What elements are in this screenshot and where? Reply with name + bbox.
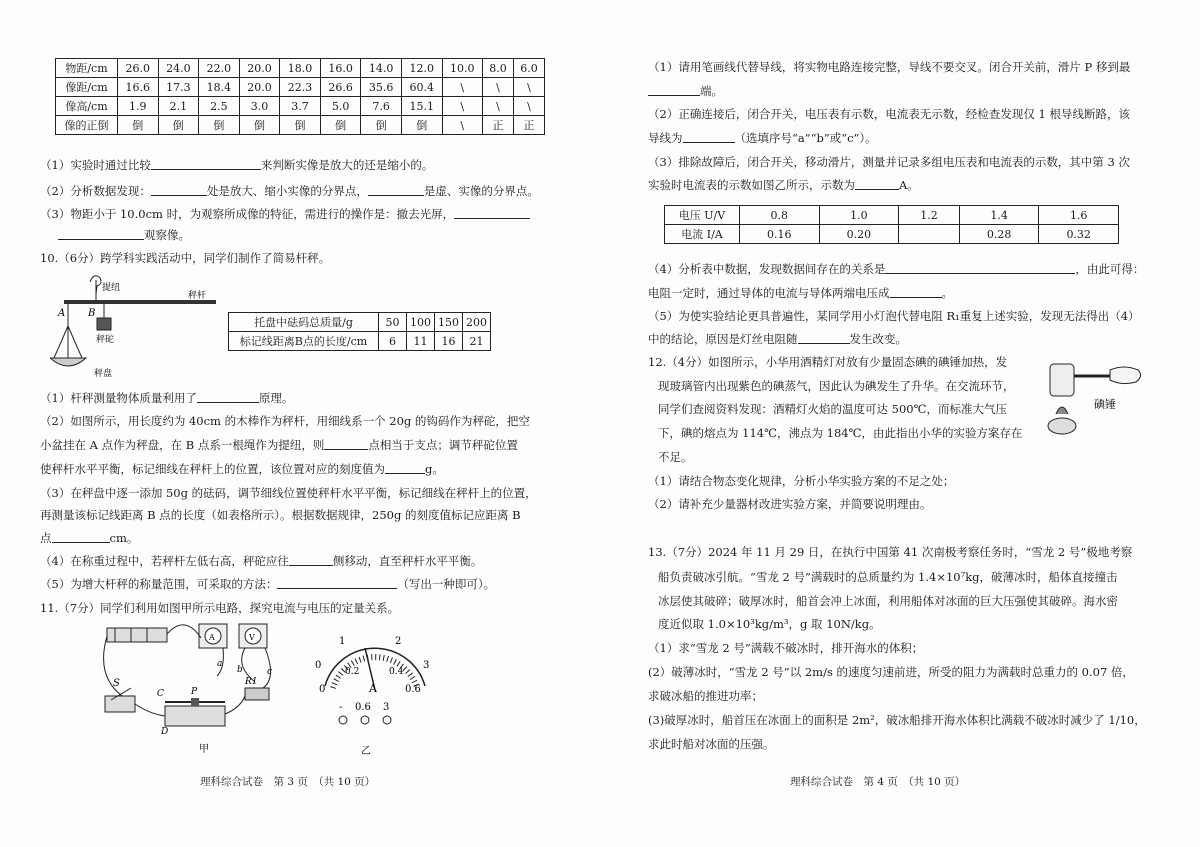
dial-label-06: 0.6 (405, 684, 421, 695)
flame-icon (1056, 407, 1068, 414)
table-cell: 0.8 (740, 206, 820, 225)
dial-scale (325, 648, 425, 686)
figure-caption-jia: 甲 (199, 744, 209, 755)
q10-part4 (40, 554, 482, 568)
table-cell: \ (514, 78, 545, 97)
q11-part3-line1: （3）排除故障后，闭合开关，移动滑片，测量并记录多组电压表和电流表的示数，其中第 3 次 (648, 155, 1130, 169)
q10-title: 10.（6分）跨学科实践活动中，同学们制作了简易杆秤。 (40, 251, 331, 265)
slider-label: P (191, 687, 198, 697)
q9-text: （2）分析数据发现： (40, 184, 151, 198)
dial-label-3: 3 (423, 660, 430, 671)
terminal-neg-icon (339, 716, 347, 724)
table-row-label: 像的正倒 (56, 116, 118, 135)
table-row-label: 电压 U/V (665, 206, 740, 225)
resistor-label: R1 (245, 677, 258, 687)
table-cell: 21 (463, 332, 491, 351)
table-row (56, 59, 545, 78)
fig-label-chengpan: 秤盘 (94, 369, 113, 379)
q9-text: 处是放大、缩小实像的分界点， (206, 184, 368, 198)
table-cell: 倒 (239, 116, 280, 135)
table-cell: 0.32 (1039, 225, 1119, 244)
q11-text: ，由此可得： (1075, 262, 1145, 276)
q11-text: （选填序号“a”“b”或“c”）。 (734, 131, 877, 145)
battery-icon (107, 628, 167, 642)
answer-blank[interactable] (58, 229, 144, 240)
table-cell: 22.0 (199, 59, 240, 78)
terminal-label-3: 3 (383, 702, 390, 713)
wire-label-b: b (237, 665, 243, 675)
q11-part2-line1: （2）正确连接后，闭合开关，电压表有示数，电流表无示数，经检查发现仅 1 根导线断路，该 (648, 107, 1130, 121)
table-cell: 正 (514, 116, 545, 135)
table-cell: 17.3 (158, 78, 199, 97)
table-cell: 1.4 (959, 206, 1039, 225)
ammeter-figure-yi (305, 630, 435, 758)
iodine-hammer-figure (1040, 356, 1158, 442)
table-row-label: 物距/cm (56, 59, 118, 78)
weight-icon (97, 318, 111, 330)
answer-blank[interactable] (289, 555, 333, 566)
dial-label-2: 2 (395, 636, 402, 647)
q13-part3-line1: (3)破厚冰时，船首压在冰面上的面积是 2m²，破冰船排开海水体积比满载不破冰时减少了 1/10， (648, 713, 1146, 727)
answer-blank[interactable] (151, 185, 207, 196)
table-cell: 6.0 (514, 59, 545, 78)
table-cell: 10.0 (442, 59, 483, 78)
answer-blank[interactable] (52, 532, 110, 543)
q10-text: 侧移动，直至秤杆水平平衡。 (332, 554, 483, 568)
answer-blank[interactable] (648, 85, 700, 96)
pan-icon (50, 358, 86, 366)
answer-blank[interactable] (890, 287, 942, 298)
table-row-label: 电流 I/A (665, 225, 740, 244)
q13-line2: 船负责破冰引航。“雪龙 2 号”满载时的总质量约为 1.4×10⁷kg，破薄冰时，船体直接撞击 (658, 570, 1118, 584)
q11-text: 发生改变。 (849, 332, 907, 346)
circuit-figure-jia (95, 618, 285, 758)
table-cell: 3.0 (239, 97, 280, 116)
rheostat-icon (165, 706, 225, 726)
slider-icon (191, 698, 199, 706)
terminal-label-D: D (161, 727, 169, 737)
dial-label-04: 0.4 (389, 667, 404, 677)
q10-text: 点相当于支点；调节秤砣位置 (368, 438, 518, 452)
table-cell: 1.9 (118, 97, 159, 116)
q9-text: 观察像。 (144, 228, 190, 242)
figure-caption-yi: 乙 (361, 746, 371, 757)
dial-label-0-top: 0 (315, 660, 322, 671)
q11-part4-line2 (648, 286, 953, 300)
table-cell (899, 225, 960, 244)
table-cell: 倒 (401, 116, 442, 135)
table-cell: 18.0 (280, 59, 321, 78)
table-cell: \ (442, 116, 483, 135)
pan-string (68, 326, 82, 358)
table-row (56, 116, 545, 135)
q11-text: A。 (899, 178, 919, 192)
table-cell: 倒 (158, 116, 199, 135)
q10-part3-line2: 再测量该标记线距离 B 点的长度（如表格所示）。根据数据规律，250g 的刻度值标记应距离 B (40, 508, 521, 522)
steelyard-figure (50, 270, 220, 382)
terminal-label-06: 0.6 (355, 702, 371, 713)
answer-blank[interactable] (324, 439, 368, 450)
uv-data-table (664, 205, 1119, 244)
q9-text: （1）实验时通过比较 (40, 158, 151, 172)
q10-text: cm。 (109, 531, 139, 545)
terminal-label-C: C (157, 689, 164, 699)
fig-label-tiniu: 提纽 (102, 283, 121, 293)
q9-part1 (40, 158, 433, 172)
q13-line3: 冰层使其破碎；破厚冰时，船首会冲上冰面，利用船体对冰面的巨大压强使其破碎。海水密 (658, 594, 1118, 608)
q11-text: 实验时电流表的示数如图乙所示，示数为 (648, 178, 855, 192)
answer-blank[interactable] (683, 132, 735, 143)
table-cell: \ (514, 97, 545, 116)
table-cell: 18.4 (199, 78, 240, 97)
q9-part3 (40, 207, 530, 221)
q11-part5-line2 (648, 332, 907, 346)
q10-text: 点 (40, 531, 52, 545)
switch-icon (105, 696, 135, 712)
answer-blank[interactable] (368, 185, 424, 196)
table-cell: 150 (435, 313, 463, 332)
fig-label-ganchen: 秤杆 (188, 291, 207, 301)
q10-part1 (40, 391, 293, 405)
table-row (56, 97, 545, 116)
q9-text: 是虚、实像的分界点。 (423, 184, 539, 198)
q10-part2-line3 (40, 462, 444, 476)
q13-part2-line2: 求破冰船的推进功率； (648, 689, 763, 703)
resistor-icon (245, 688, 269, 700)
q9-text: （3）物距小于 10.0cm 时，为观察所成像的特征，需进行的操作是：撤去光屏， (40, 207, 455, 221)
table-cell: 100 (407, 313, 435, 332)
iodine-hammer-label: 碘锤 (1094, 398, 1116, 411)
table-cell: 1.2 (899, 206, 960, 225)
table-cell: 16.0 (320, 59, 361, 78)
table-cell: 16 (435, 332, 463, 351)
table-cell: 倒 (199, 116, 240, 135)
q11-text: 中的结论，原因是灯丝电阻随 (648, 332, 798, 346)
q12-part1: （1）请结合物态变化规律，分析小华实验方案的不足之处； (648, 474, 955, 488)
table-cell: 20.0 (239, 59, 280, 78)
q13-line1: 13.（7分）2024 年 11 月 29 日，在执行中国第 41 次南极考察任务时，“雪龙 2 号”极地考察 (648, 545, 1133, 559)
table-cell: 20.0 (239, 78, 280, 97)
q10-text: 小盆挂在 A 点作为秤盘，在 B 点系一根绳作为提纽，则 (40, 438, 325, 452)
q10-text: （5）为增大杆秤的称量范围，可采取的方法： (40, 577, 278, 591)
q12-line5: 不足。 (658, 450, 693, 464)
terminal-3-icon (383, 716, 391, 724)
wire (225, 696, 245, 714)
q12-line2: 现玻璃管内出现紫色的碘蒸气，因此认为碘发生了升华。在交流环节， (658, 379, 1015, 393)
table-cell: 1.6 (1039, 206, 1119, 225)
table-cell: 35.6 (361, 78, 402, 97)
q11-part5-line1: （5）为使实验结论更具普遍性，某同学用小灯泡代替电阻 R₁重复上述实验，发现无法得出（4） (648, 309, 1140, 323)
table-cell: 26.6 (320, 78, 361, 97)
table-cell: 22.3 (280, 78, 321, 97)
fig-label-A: A (58, 308, 66, 319)
table-cell: 15.1 (401, 97, 442, 116)
table-row-label: 像距/cm (56, 78, 118, 97)
q10-part2-line2 (40, 438, 518, 452)
table-row-label: 标记线距离B点的长度/cm (229, 332, 379, 351)
answer-blank[interactable] (855, 179, 899, 190)
table-cell: \ (483, 78, 514, 97)
dial-label-02: 0.2 (345, 667, 360, 677)
table-cell: 60.4 (401, 78, 442, 97)
pan-string (54, 326, 68, 358)
q11-text: 导线为 (648, 131, 683, 145)
dial-label-0: 0 (319, 684, 326, 695)
table-cell: 0.28 (959, 225, 1039, 244)
q10-text: （4）在称重过程中，若秤杆左低右高，秤砣应往 (40, 554, 289, 568)
table-cell: 2.1 (158, 97, 199, 116)
iodine-tube-icon (1050, 364, 1074, 396)
table-cell: 1.0 (819, 206, 899, 225)
q11-part4-line1 (648, 262, 1144, 276)
q13-part2-line1: (2）破薄冰时，“雪龙 2 号”以 2m/s 的速度匀速前进，所受的阻力为满载时总重力的 0.07 倍， (648, 665, 1134, 679)
wire (167, 625, 201, 638)
q11-part1-line2 (648, 84, 723, 98)
answer-blank[interactable] (454, 208, 530, 219)
q11-text: 电阻一定时，通过导体的电流与导体两端电压成 (648, 286, 890, 300)
q12-part2: （2）请补充少量器材改进实验方案，并简要说明理由。 (648, 497, 932, 511)
hand-icon (1110, 367, 1141, 384)
answer-blank[interactable] (885, 263, 1075, 274)
table-row (56, 78, 545, 97)
q9-part2 (40, 184, 539, 198)
q10-part2-line1: （2）如图所示，用长度约为 40cm 的木棒作为秤杆，用细线系一个 20g 的钩码作为秤砣，把空 (40, 414, 530, 428)
ammeter-label: A (209, 633, 215, 642)
table-cell: \ (483, 97, 514, 116)
table-cell: 12.0 (401, 59, 442, 78)
answer-blank[interactable] (385, 463, 425, 474)
q11-title: 11.（7分）同学们利用如图甲所示电路，探究电流与电压的定量关系。 (40, 601, 400, 615)
table-cell: 26.0 (118, 59, 159, 78)
table-cell: 5.0 (320, 97, 361, 116)
table-cell: 16.6 (118, 78, 159, 97)
table-cell: 倒 (280, 116, 321, 135)
table-row-label: 托盘中砝码总质量/g (229, 313, 379, 332)
wire-label-c: c (267, 667, 273, 677)
table-cell: 50 (379, 313, 407, 332)
answer-blank[interactable] (798, 333, 850, 344)
table-cell: 0.20 (819, 225, 899, 244)
table-cell: 8.0 (483, 59, 514, 78)
q11-text: 。 (941, 286, 953, 300)
table-row-label: 像高/cm (56, 97, 118, 116)
table-cell: 正 (483, 116, 514, 135)
right-page (600, 0, 1200, 847)
table-cell: 倒 (118, 116, 159, 135)
steelyard-data-table (228, 312, 491, 351)
fig-label-B: B (88, 308, 96, 319)
q10-text: （1）杆秤测量物体质量利用了 (40, 391, 197, 405)
q9-text: 来判断实像是放大的还是缩小的。 (260, 158, 434, 172)
page-footer: 理科综合试卷 第 4 页 （共 10 页） (790, 776, 966, 788)
q11-part2-line2 (648, 131, 877, 145)
answer-blank[interactable] (197, 392, 259, 403)
table-cell: \ (442, 97, 483, 116)
table-cell: 7.6 (361, 97, 402, 116)
q13-part1: （1）求“雪龙 2 号”满载不破冰时，排开海水的体积； (648, 641, 924, 655)
q11-part3-line2 (648, 178, 919, 192)
q11-part1-line1: （1）请用笔画线代替导线，将实物电路连接完整，导线不要交叉。闭合开关前，滑片 P 移到最 (648, 60, 1131, 74)
wire (135, 704, 165, 716)
table-cell: 6 (379, 332, 407, 351)
q10-text: g。 (425, 462, 444, 476)
q13-line4: 度近似取 1.0×10³kg/m³，g 取 10N/kg。 (658, 617, 881, 631)
table-cell: 2.5 (199, 97, 240, 116)
table-cell: 倒 (361, 116, 402, 135)
dial-unit: A (369, 682, 377, 695)
answer-blank[interactable] (151, 159, 261, 170)
switch-label: S (113, 678, 120, 689)
q12-line4: 下，碘的熔点为 114℃，沸点为 184℃，由此指出小华的实验方案存在 (658, 426, 1023, 440)
table-cell: 200 (463, 313, 491, 332)
voltmeter-label: V (249, 633, 255, 642)
page-footer: 理科综合试卷 第 3 页 （共 10 页） (200, 776, 376, 788)
wire-label-a: a (217, 659, 223, 669)
q10-text: （写出一种即可）。 (397, 577, 496, 591)
table-cell: 0.16 (740, 225, 820, 244)
answer-blank[interactable] (277, 578, 397, 589)
dial-label-1: 1 (339, 636, 346, 647)
table-cell: 3.7 (280, 97, 321, 116)
table-cell: 24.0 (158, 59, 199, 78)
q11-text: （4）分析表中数据，发现数据间存在的关系是 (648, 262, 886, 276)
q12-line1: 12.（4分）如图所示，小华用酒精灯对放有少量固态碘的碘锤加热，发 (648, 355, 1008, 369)
terminal-06-icon (361, 716, 369, 724)
fig-label-chengtuo: 秤砣 (96, 335, 115, 345)
q10-part3-line3 (40, 531, 138, 545)
q10-part3-line1: （3）在秤盘中逐一添加 50g 的砝码，调节细线位置使秤杆水平平衡，标记细线在秤杆上的位置， (40, 486, 537, 500)
q10-text: 使秤杆水平平衡，标记细线在秤杆上的位置，该位置对应的刻度值为 (40, 462, 385, 476)
lens-data-table (55, 58, 545, 135)
q12-line3: 同学们查阅资料发现：酒精灯火焰的温度可达 500℃，而标准大气压 (658, 402, 1007, 416)
table-cell: \ (442, 78, 483, 97)
q10-part5 (40, 577, 495, 591)
q11-text: 端。 (700, 84, 723, 98)
q10-text: 原理。 (258, 391, 294, 405)
q13-part3-line2: 求此时船对冰面的压强。 (648, 737, 775, 751)
table-cell: 倒 (320, 116, 361, 135)
table-cell: 14.0 (361, 59, 402, 78)
table-cell: 11 (407, 332, 435, 351)
alcohol-lamp-icon (1048, 418, 1076, 434)
terminal-label-neg: - (339, 702, 343, 713)
q9-part3-cont (58, 228, 190, 242)
